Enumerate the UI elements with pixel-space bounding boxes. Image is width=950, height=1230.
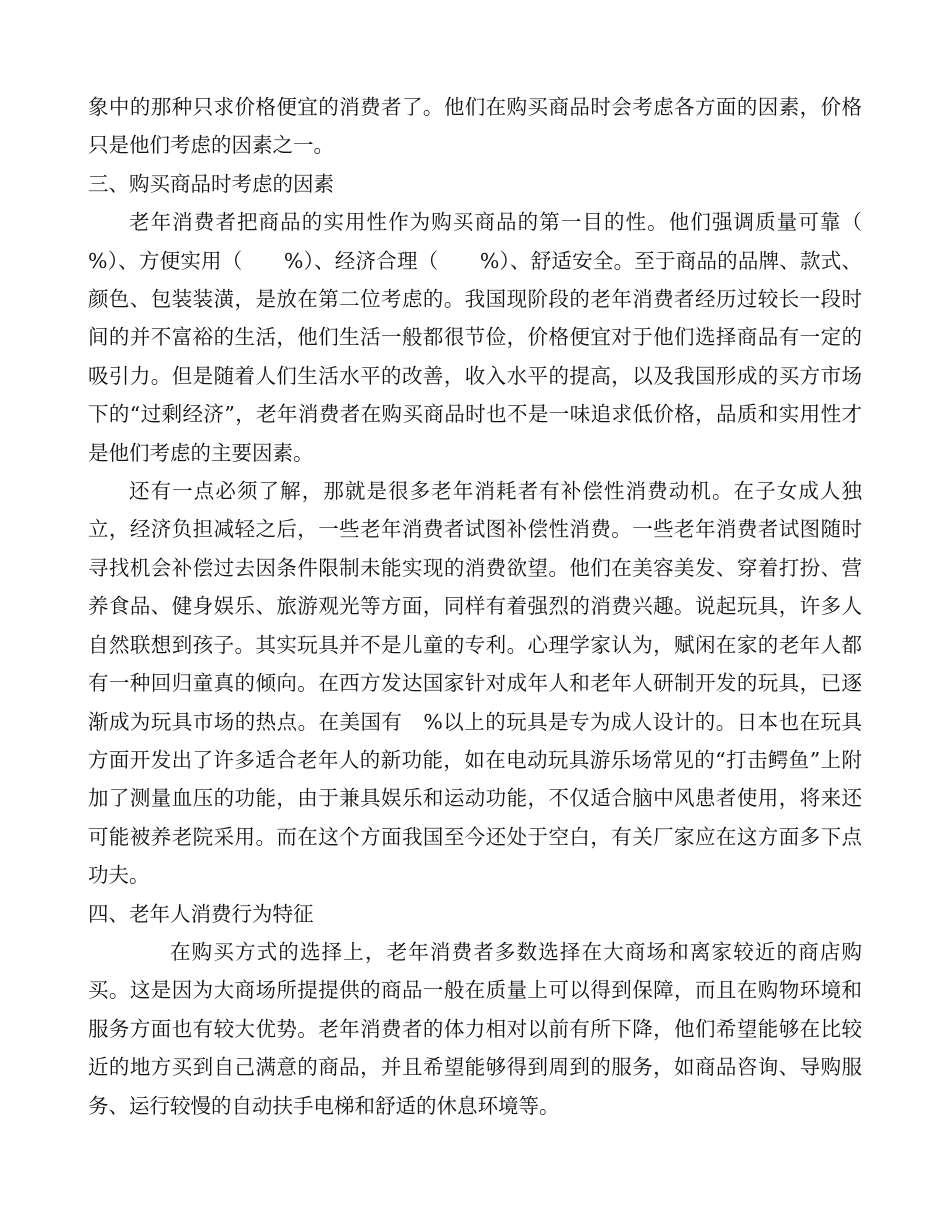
- paragraph-purchase-factors: 老年消费者把商品的实用性作为购买商品的第一目的性。他们强调质量可靠（ %）、方便实用（ %）、经济合理（ %）、舒适安全。至于商品的品牌、款式、颜色、包装装潢，是放在第二位考虑的。我国现阶段的老年消费者经历过较长一段时间的并不富裕的生活，他们生活一般都很节俭，价格便宜对于他们选择商品有一定的吸引力。但是随着人们生活水平的改善，收入水平的提高，以及我国形成的买方市场下的“过剩经济”，老年消费者在购买商品时也不是一味追求低价格，品质和实用性才是他们考虑的主要因素。: [88, 210, 903, 465]
- section-heading-four: 四、老年人消费行为特征: [88, 901, 314, 926]
- section-heading-three: 三、购买商品时考虑的因素: [88, 171, 334, 196]
- document-page: [88, 88, 903, 1125]
- paragraph-compensatory-consumption: 还有一点必须了解，那就是很多老年消耗者有补偿性消费动机。在子女成人独立，经济负担减轻之后，一些老年消费者试图补偿性消费。一些老年消费者试图随时寻找机会补偿过去因条件限制未能实现的消费欲望。他们在美容美发、穿着打扮、营养食品、健身娱乐、旅游观光等方面，同样有着强烈的消费兴趣。说起玩具，许多人自然联想到孩子。其实玩具并不是儿童的专利。心理学家认为，赋闲在家的老年人都有一种回归童真的倾向。在西方发达国家针对成年人和老年人研制开发的玩具，已逐渐成为玩具市场的热点。在美国有 %以上的玩具是专为成人设计的。日本也在玩具方面开发出了许多适合老年人的新功能，如在电动玩具游乐场常见的“打击鳄鱼”上附加了测量血压的功能，由于兼具娱乐和运动功能，不仅适合脑中风患者使用，将来还可能被养老院采用。而在这个方面我国至今还处于空白，有关厂家应在这方面多下点功夫。: [88, 479, 862, 888]
- paragraph-purchase-behavior: 在购买方式的选择上，老年消费者多数选择在大商场和离家较近的商店购买。这是因为大商场所提提供的商品一般在质量上可以得到保障，而且在购物环境和服务方面也有较大优势。老年消费者的体力相对以前有所下降，他们希望能够在比较近的地方买到自己满意的商品，并且希望能够得到周到的服务，如商品咨询、导购服务、运行较慢的自动扶手电梯和舒适的休息环境等。: [88, 939, 862, 1118]
- paragraph-continuation: 象中的那种只求价格便宜的消费者了。他们在购买商品时会考虑各方面的因素，价格只是他们考虑的因素之一。: [88, 95, 862, 158]
